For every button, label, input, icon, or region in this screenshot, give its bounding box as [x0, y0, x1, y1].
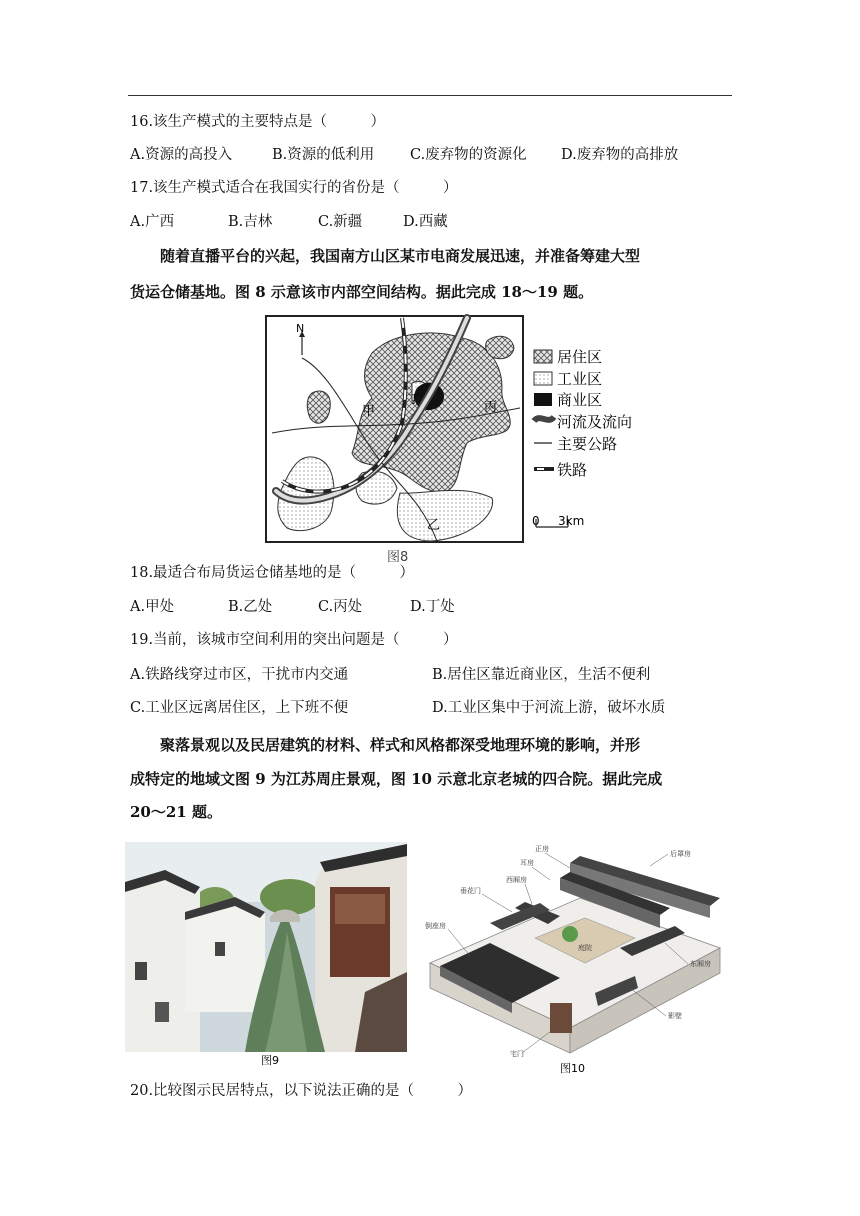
label-daozuofang: 倒座房	[425, 922, 446, 930]
figure-8-svg	[262, 313, 652, 568]
residential-area-ne	[486, 336, 514, 358]
scale-zero: 0	[532, 514, 540, 528]
q19-option-a: A.铁路线穿过市区，干扰市内交通	[130, 667, 349, 683]
legend-swatch-industrial	[534, 372, 552, 385]
label-ding: 丁	[408, 392, 421, 406]
legend-swatch-residential	[534, 350, 552, 363]
question-18-stem: 18.最适合布局货运仓储基地的是（ ）	[130, 565, 415, 581]
figure-10-svg	[420, 838, 730, 1078]
question-16-stem: 16.该生产模式的主要特点是（ ）	[130, 114, 386, 130]
q19-option-c: C.工业区远离居住区，上下班不便	[130, 700, 349, 716]
legend-railway: 铁路	[557, 461, 588, 479]
label-dongxiangfang: 东厢房	[690, 960, 711, 968]
scale-distance: 3km	[558, 514, 585, 528]
figure-8-caption: 图8	[387, 550, 409, 565]
passage-1-line-2: 货运仓储基地。图 8 示意该市内部空间结构。据此完成 18～19 题。	[130, 283, 594, 301]
label-houzhaofang: 后罩房	[670, 850, 691, 858]
north-label: N	[296, 322, 305, 335]
label-bing: 丙	[484, 400, 498, 415]
label-zhengfang: 正房	[535, 845, 549, 853]
question-17-stem: 17.该生产模式适合在我国实行的省份是（ ）	[130, 180, 458, 196]
legend-residential: 居住区	[557, 348, 603, 366]
label-yi: 乙	[427, 518, 441, 533]
passage-2-line-3: 20～21 题。	[130, 803, 222, 821]
header-rule	[128, 95, 732, 96]
q16-option-c: C.废弃物的资源化	[410, 147, 527, 163]
legend-swatch-river	[534, 417, 554, 421]
passage-2-line-1: 聚落景观以及民居建筑的材料、样式和风格都深受地理环境的影响，并形	[160, 736, 641, 754]
q17-option-d: D.西藏	[403, 214, 448, 230]
question-19-stem: 19.当前，该城市空间利用的突出问题是（ ）	[130, 632, 458, 648]
q18-option-a: A.甲处	[130, 599, 175, 615]
label-erfang: 耳房	[520, 859, 534, 867]
legend-road: 主要公路	[557, 435, 618, 453]
figure-8-map	[262, 313, 652, 568]
label-tingyuan: 庭院	[578, 944, 592, 952]
label-xixiangfang: 西厢房	[506, 876, 527, 884]
q18-option-b: B.乙处	[228, 599, 273, 615]
figure-9-photo	[125, 842, 407, 1067]
passage-1-line-1: 随着直播平台的兴起，我国南方山区某市电商发展迅速，并准备筹建大型	[160, 247, 641, 265]
q17-option-b: B.吉林	[228, 214, 273, 230]
legend-swatch-commercial	[534, 393, 552, 406]
q16-option-b: B.资源的低利用	[272, 147, 375, 163]
figure-9-svg	[125, 842, 407, 1067]
passage-2-line-2: 成特定的地域文图 9 为江苏周庄景观，图 10 示意北京老城的四合院。据此完成	[130, 770, 663, 788]
figure-9-caption: 图9	[261, 1054, 279, 1067]
q17-option-a: A.广西	[130, 214, 175, 230]
q19-option-d: D.工业区集中于河流上游，破坏水质	[432, 700, 666, 716]
question-20-stem: 20.比较图示民居特点，以下说法正确的是（ ）	[130, 1083, 473, 1099]
legend-industrial: 工业区	[557, 370, 603, 388]
legend-river: 河流及流向	[557, 413, 633, 431]
q18-option-c: C.丙处	[318, 599, 363, 615]
q19-option-b: B.居住区靠近商业区，生活不便利	[432, 667, 651, 683]
label-zhaimen: 宅门	[510, 1050, 524, 1058]
figure-10-caption: 图10	[560, 1062, 585, 1075]
label-yingbi: 影壁	[668, 1012, 682, 1020]
label-jia: 甲	[362, 404, 376, 419]
q16-option-d: D.废弃物的高排放	[561, 147, 679, 163]
q16-option-a: A.资源的高投入	[130, 147, 233, 163]
residential-area-small	[307, 391, 330, 423]
q17-option-c: C.新疆	[318, 214, 363, 230]
q18-option-d: D.丁处	[410, 599, 455, 615]
label-chuihuamen: 垂花门	[460, 887, 481, 895]
legend-commercial: 商业区	[557, 391, 603, 409]
figure-10-illustration	[420, 838, 730, 1078]
